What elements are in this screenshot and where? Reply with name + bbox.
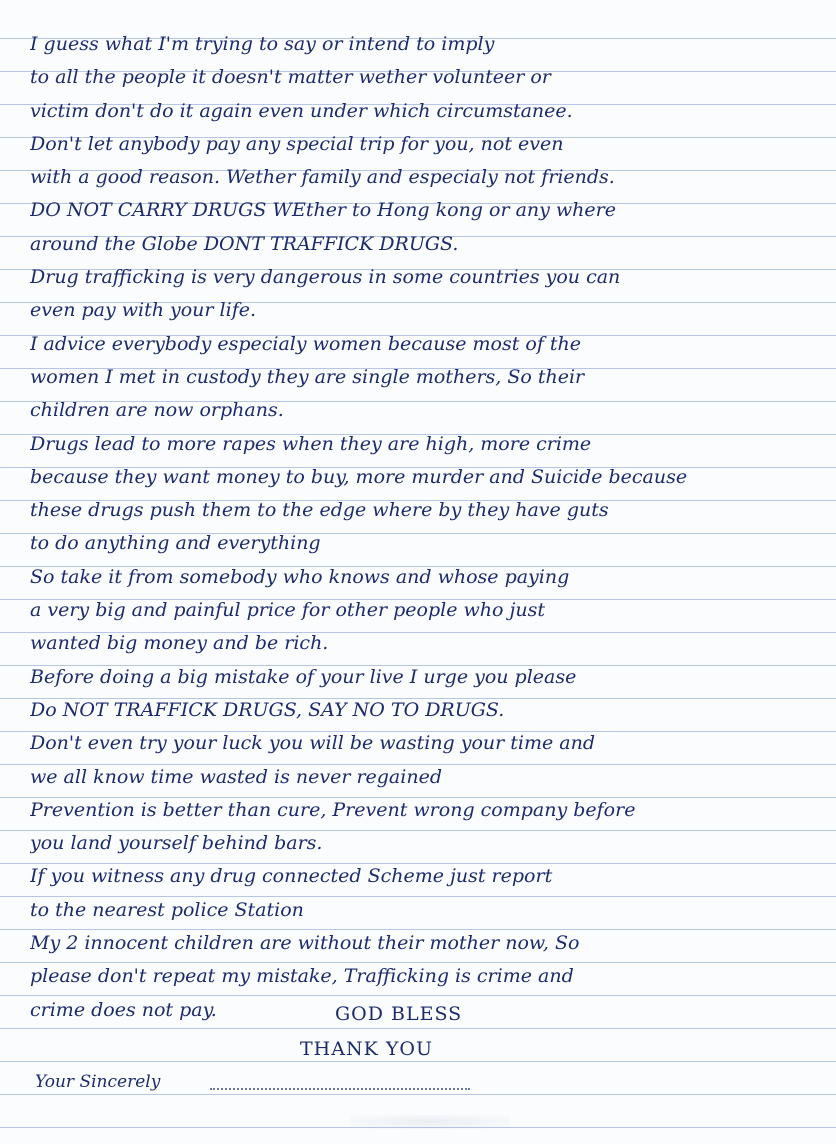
letter-line: Do NOT TRAFFICK DRUGS, SAY NO TO DRUGS.: [30, 698, 505, 721]
letter-line: Don't let anybody pay any special trip for you, not even: [30, 132, 564, 155]
letter-line: you land yourself behind bars.: [30, 832, 323, 855]
letter-line: Don't even try your luck you will be wasting your time and: [30, 732, 596, 755]
letter-line: to the nearest police Station: [30, 898, 304, 921]
letter-line: with a good reason. Wether family and especialy not friends.: [30, 166, 615, 189]
letter-line: My 2 innocent children are without their mother now, So: [30, 932, 580, 955]
closing-text: Your Sincerely: [35, 1072, 161, 1092]
letter-line: Drugs lead to more rapes when they are high, more crime: [30, 432, 592, 455]
letter-line: So take it from somebody who knows and whose paying: [30, 565, 570, 588]
letter-body: [30, 28, 830, 1027]
letter-line: DO NOT CARRY DRUGS WEther to Hong kong or any where: [30, 199, 616, 222]
letter-line: a very big and painful price for other people who just: [30, 599, 545, 622]
letter-line: If you witness any drug connected Scheme just report: [30, 865, 553, 888]
letter-line: around the Globe DONT TRAFFICK DRUGS.: [30, 232, 459, 255]
letter-line: Drug trafficking is very dangerous in some countries you can: [30, 266, 621, 289]
letter-line: I advice everybody especialy women because most of the: [30, 332, 582, 355]
letter-line: wanted big money and be rich.: [30, 632, 329, 655]
letter-line: please don't repeat my mistake, Trafficking is crime and: [30, 965, 574, 988]
letter-line: victim don't do it again even under which circumstanee.: [30, 99, 573, 122]
thank-you-text: THANK YOU: [300, 1038, 433, 1060]
signature-line: [210, 1088, 470, 1090]
letter-line: because they want money to buy, more murder and Suicide because: [30, 465, 688, 488]
letter-line: children are now orphans.: [30, 399, 284, 422]
letter-line: Before doing a big mistake of your live I urge you please: [30, 665, 577, 688]
letter-line: women I met in custody they are single mothers, So their: [30, 365, 585, 388]
letter-line: we all know time wasted is never regained: [30, 765, 442, 788]
letter-line: crime does not pay.: [30, 998, 217, 1021]
god-bless-text: GOD BLESS: [335, 1003, 463, 1025]
letter-line: Prevention is better than cure, Prevent wrong company before: [30, 798, 636, 821]
letter-line: to do anything and everything: [30, 532, 321, 555]
letter-line: these drugs push them to the edge where by they have guts: [30, 499, 609, 522]
letter-line: to all the people it doesn't matter wether volunteer or: [30, 66, 551, 89]
letter-line: I guess what I'm trying to say or intend to imply: [30, 33, 495, 55]
letter-line: even pay with your life.: [30, 299, 257, 322]
paper-smudge: [350, 1115, 510, 1129]
